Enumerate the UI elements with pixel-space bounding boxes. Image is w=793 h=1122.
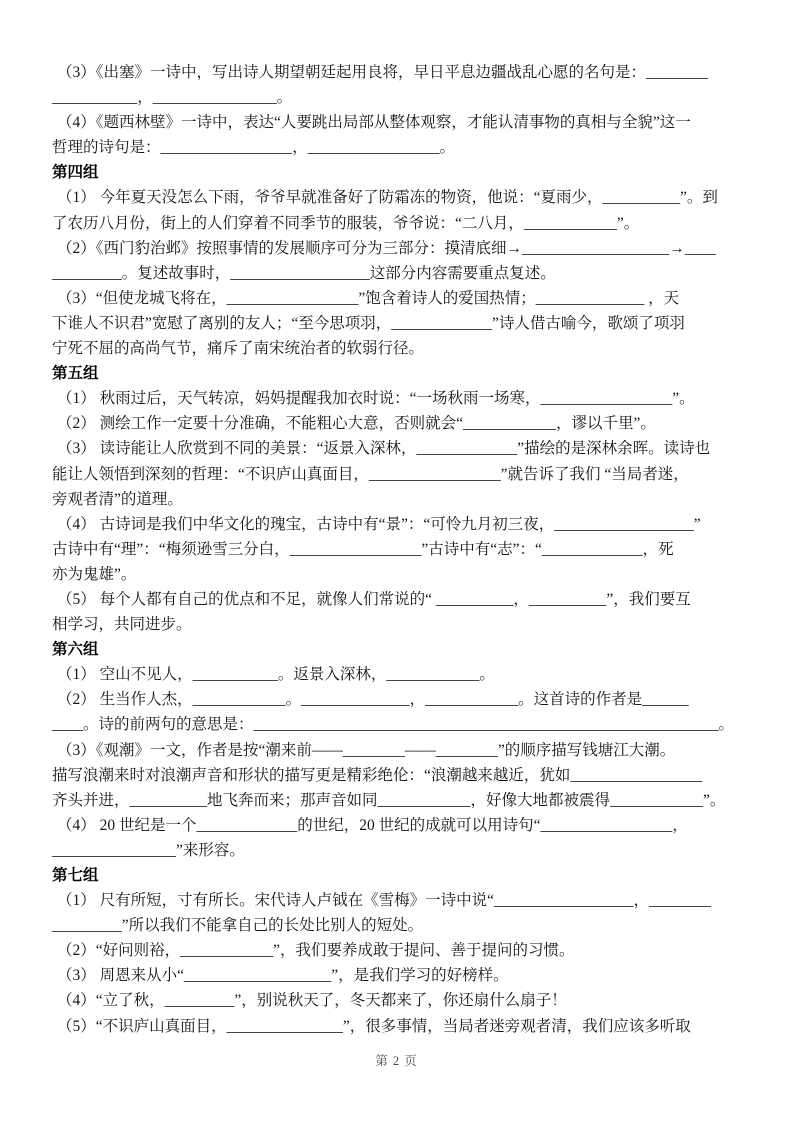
text-line: 亦为鬼雄”。 [52,565,137,583]
group-heading: 第五组 [52,365,99,383]
text-line-first: （3） 周恩来从小“___________________”，是我们学习的好榜样。 [57,967,509,985]
text-line: 了农历八月份，街上的人们穿着不同季节的服装，爷爷说：“二八月，____________”。 [52,214,640,232]
paragraph [52,1014,744,1039]
text-line-first: （4）《题西林壁》一诗中，表达“人要跳出局部从整体观察，才能认清事物的真相与全貌”这一 [57,114,691,132]
paragraph [52,662,744,687]
text-line-first: （2）“好问则裕，____________”，我们要养成敢于提问、善于提问的习惯。 [57,942,575,960]
text-line-first: （4） 20 世纪是一个_____________的世纪，20 世纪的成就可以用诗句“_________________， [57,816,688,834]
text-line: ________________”来形容。 [52,841,245,859]
paragraph [52,587,744,637]
text-line: 古诗中有“理”：“梅须逊雪三分白，_________________”古诗中有“志”：“_____________，死 [52,540,674,558]
text-line: ___________，________________。 [52,89,293,107]
group-heading: 第四组 [52,164,99,182]
text-line: 齐头并进，__________地飞奔而来；那声音如同____________，好像大地都被震得____________”。 [52,791,726,809]
paragraph [52,738,744,813]
text-line: _________”所以我们不能拿自己的长处比别人的短处。 [52,917,424,935]
text-line: 旁观者清”的道理。 [52,490,183,508]
text-line-first: （1） 空山不见人，___________。返景入深林，____________。 [57,666,495,684]
text-line: 能让人领悟到深刻的哲理：“不识庐山真面目，_________________”就告诉了我们 “当局者迷， [52,465,689,483]
group-heading: 第七组 [52,867,99,884]
text-line-first: （4） 古诗词是我们中华文化的瑰宝，古诗中有“景”：“可怜九月初三夜，__________________” [57,515,701,533]
text-line: 哲理的诗句是：_________________，_________________。 [52,139,456,157]
text-line-first: （2）《西门豹治邺》按照事情的发展顺序可分为三部分：摸清底细→___________________→____ [57,239,716,257]
text-line: 相学习，共同进步。 [52,616,192,634]
paragraph [52,411,744,436]
text-line-first: （3）《观潮》一文，作者是按“潮来前——________——________”的顺序描写钱塘江大潮。 [57,741,676,759]
paragraph [52,236,744,286]
page-footer [0,1051,793,1069]
text-line-first: （3）《出塞》一诗中，写出诗人期望朝廷起用良将，早日平息边疆战乱心愿的名句是：________ [57,64,709,81]
paragraph [52,185,744,235]
paragraph [52,436,744,511]
text-line-first: （5） 每个人都有自己的优点和不足，就像人们常说的“ __________，__________”，我们要互 [57,590,691,608]
text-line: ____。诗的前两句的意思是：____________________________________________________________。 [52,716,735,734]
paragraph [52,110,744,160]
text-line-first: （2） 生当作人杰，____________。______________，____________。这首诗的作者是______ [57,691,689,709]
paragraph [52,687,744,737]
text-line: 宁死不屈的高尚气节，痛斥了南宋统治者的软弱行径。 [52,340,425,358]
paragraph [52,938,744,963]
paragraph [52,512,744,587]
paragraph [52,888,744,938]
paragraph [52,813,744,863]
page-number: 第 2 页 [375,1054,418,1068]
group-heading: 第六组 [52,641,99,659]
text-line: _________。复述故事时，__________________这部分内容需要重点复述。 [52,264,556,282]
text-line-first: （4）“立了秋，_________”，别说秋天了，冬天都来了，你还扇什么扇子！ [57,992,567,1010]
text-line-first: （3）“但使龙城飞将在，_________________”饱含着诗人的爱国热情；______________ ，天 [57,289,680,307]
paragraph [52,286,744,361]
document-content [52,60,744,1039]
text-line: 描写浪潮来时对浪潮声音和形状的描写更是精彩绝伦：“浪潮越来越近，犹如_________________ [52,766,703,784]
paragraph [52,60,744,110]
paragraph [52,386,744,411]
text-line: 下谁人不识君”宽慰了离别的友人；“至今思项羽，_____________”诗人借古喻今，歌颂了项羽 [52,314,685,332]
text-line-first: （5）“不识庐山真面目，_______________”，很多事情，当局者迷旁观者清，我们应该多听取 [57,1017,691,1035]
paragraph [52,963,744,988]
text-line-first: （2） 测绘工作一定要十分准确，不能粗心大意，否则就会“____________，谬以千里”。 [57,415,656,433]
paragraph [52,988,744,1013]
text-line-first: （1） 尺有所短，寸有所长。宋代诗人卢钺在《雪梅》一诗中说“__________________，________ [57,892,712,910]
text-line-first: （1） 今年夏天没怎么下雨，爷爷早就准备好了防霜冻的物资，他说：“夏雨少，__________”。到 [57,189,718,207]
text-line-first: （3） 读诗能让人欣赏到不同的美景：“返景入深林，_____________”描绘的是深林余晖。读诗也 [57,440,711,458]
text-line-first: （1） 秋雨过后，天气转凉，妈妈提醒我加衣时说：“一场秋雨一场寒，_________________”。 [57,390,695,408]
